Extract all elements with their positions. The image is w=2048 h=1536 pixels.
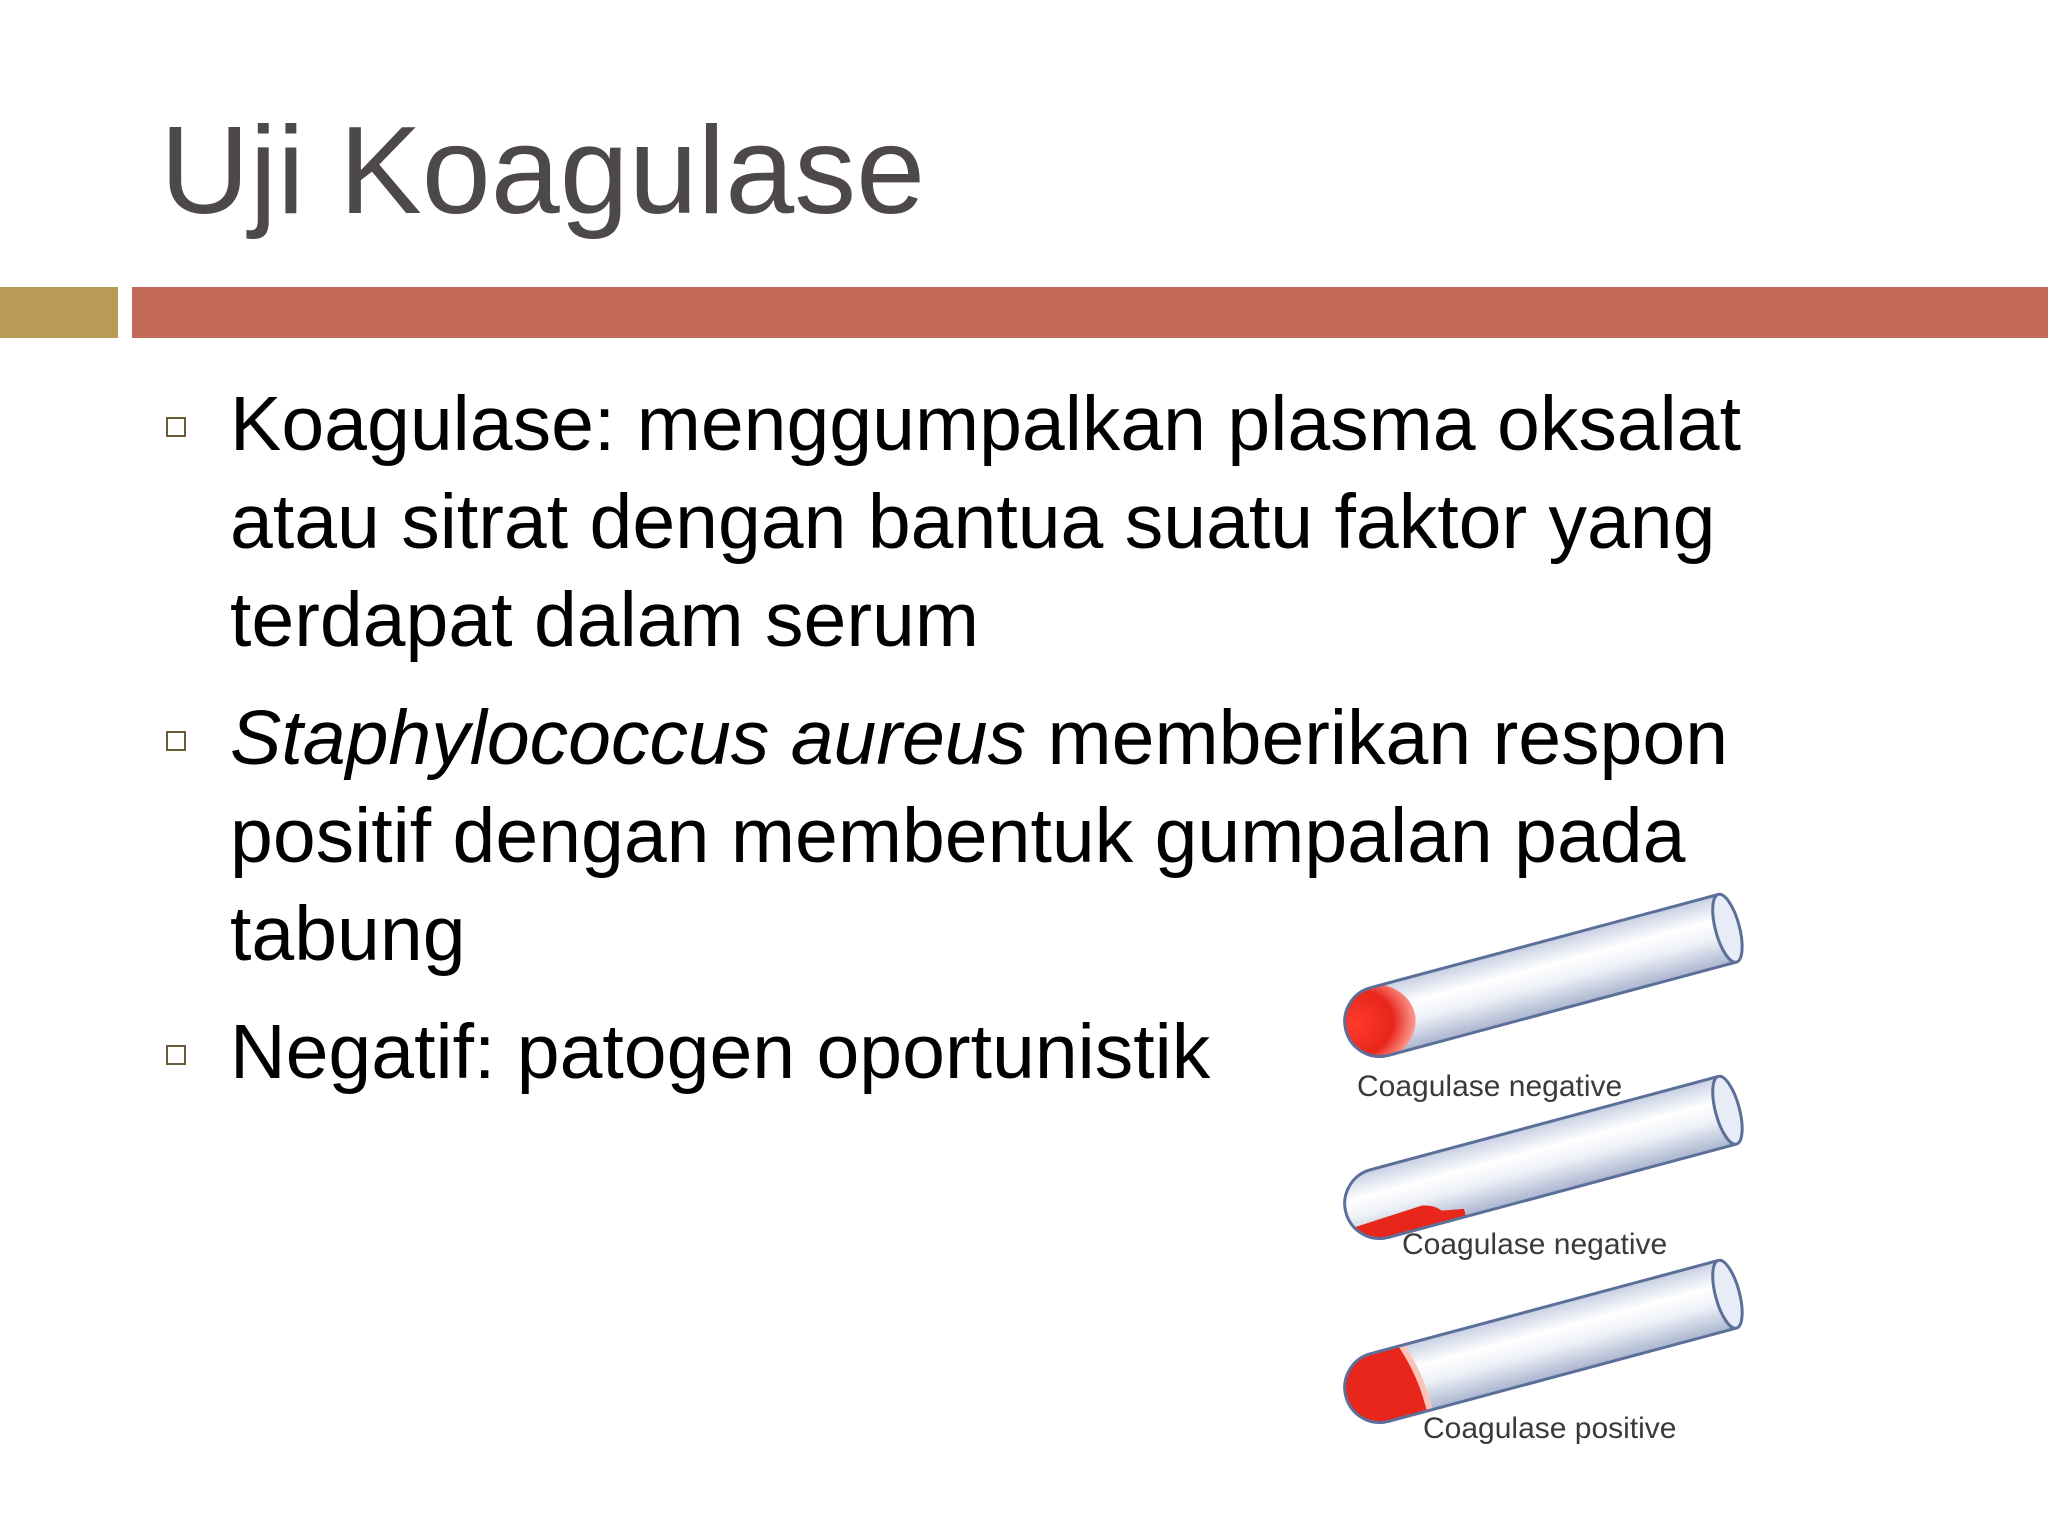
tube-label-3: Coagulase positive (1423, 1412, 1677, 1445)
square-bullet-icon (166, 731, 186, 751)
bullet-text: Negatif: patogen oportunistik (230, 1009, 1211, 1095)
square-bullet-icon (166, 1045, 186, 1065)
bullet-text: Koagulase: menggumpalkan plasma oksalat atau sitrat dengan bantua suatu faktor yang terdapat dalam serum (230, 381, 1741, 663)
tube-label-2: Coagulase negative (1402, 1228, 1668, 1261)
coagulase-tubes-figure (1310, 890, 1770, 1450)
square-bullet-icon (166, 417, 186, 437)
title-divider-gold (0, 287, 118, 338)
bullet-item (160, 375, 1880, 669)
bullet-text: memberikan respon positif dengan membentuk gumpalan pada tabung (230, 695, 1729, 977)
coagulase-tubes-illustration (1310, 890, 1770, 1450)
test-tube-1 (1311, 890, 1749, 1076)
bullet-italic-text: Staphylococcus aureus (230, 695, 1027, 781)
tube-label-1: Coagulase negative (1357, 1070, 1623, 1103)
title-divider-red (132, 287, 2048, 338)
slide-title: Uji Koagulase (160, 102, 926, 240)
